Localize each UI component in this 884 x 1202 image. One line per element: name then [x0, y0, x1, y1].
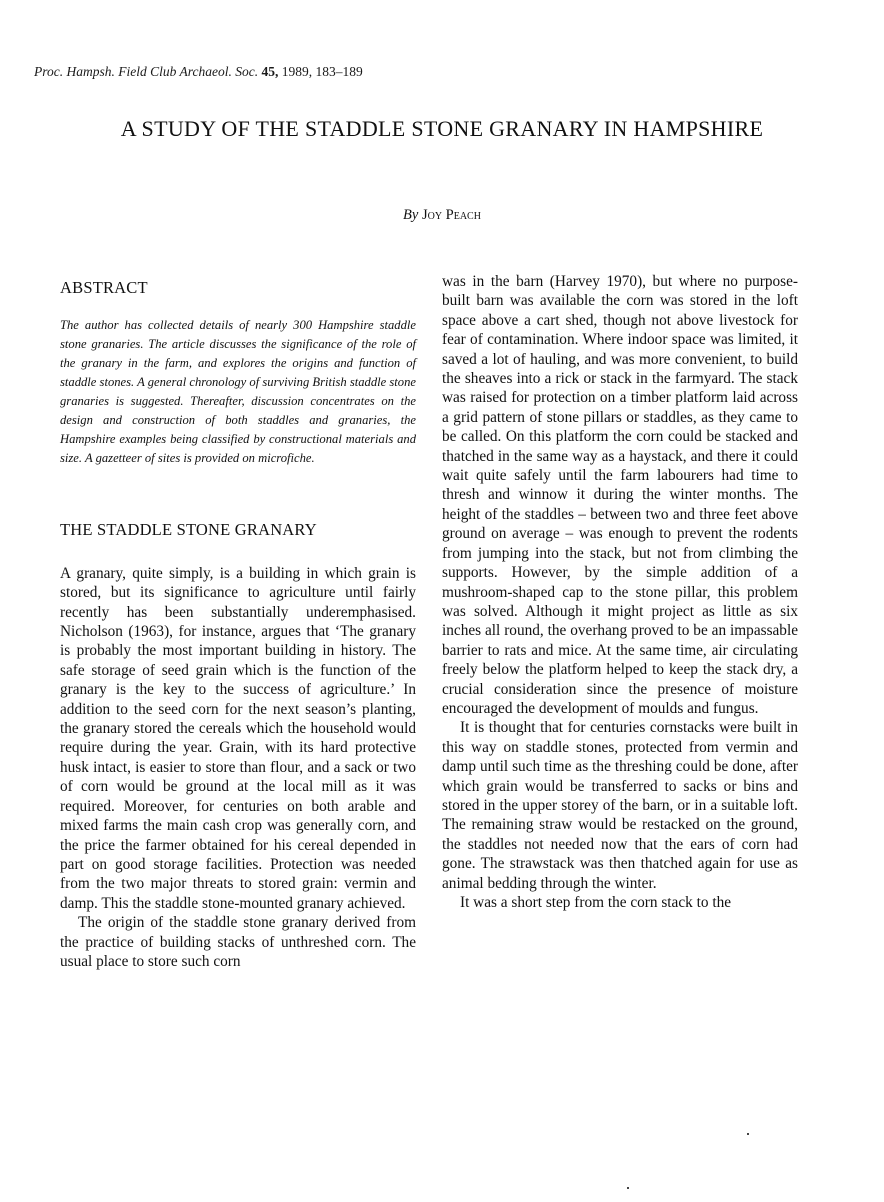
left-column [60, 272, 416, 971]
scan-speck [747, 1133, 749, 1135]
paragraph-2-continued: was in the barn (Harvey 1970), but where no purpose-built barn was available the corn was stored in the loft space above a cart shed, though not above livestock for fear of contamination. Where indoor space was limited, it saved a lot of hauling, and was more convenient, to build the sheaves into a rick or stack in the farmyard. The stack was raised for protection on a timber platform laid across a grid pattern of stone pillars or staddles, as they came to be called. On this platform the corn could be stacked and thatched in the same way as a haystack, and there it could wait quite safely until the farm labourers had time to thresh and winnow it during the winter months. The height of the staddles – between two and three feet above ground on average – was enough to prevent the rodents from jumping into the stack, but not from climbing the supports. However, by the simple addition of a mushroom-shaped cap to the stone pillar, this problem was solved. Although it might project as little as six inches all round, the overhang proved to be an impassable barrier to rats and mice. At the same time, air circulating freely below the platform helped to keep the stack dry, a crucial consideration since the presence of moisture encouraged the development of moulds and fungus. [442, 273, 798, 717]
article-title: A STUDY OF THE STADDLE STONE GRANARY IN HAMPSHIRE [120, 116, 764, 141]
journal-name: Proc. Hampsh. Field Club Archaeol. Soc. [34, 64, 259, 79]
journal-volume: 45, [261, 64, 279, 79]
byline-prefix: By [403, 207, 419, 223]
byline [0, 207, 884, 224]
section-heading: THE STADDLE STONE GRANARY [60, 520, 317, 540]
scan-speck [627, 1187, 629, 1189]
paragraph-1: A granary, quite simply, is a building in which grain is stored, but its significance to agriculture until fairly recently has been substantially underemphasised. Nicholson (1963), for instance, argues that ‘The granary is probably the most important building in history. The safe storage of seed grain which is the function of the granary is the key to the success of agriculture.’ In addition to the seed corn for the next season’s planting, the granary stored the cereals which the household would require during the year. Grain, with its hard protective husk intact, is easier to store than flour, and a sack or two of corn would be ground at the local mill as it was required. Moreover, for centuries on both arable and mixed farms the main cash crop was generally corn, and the price the farmer obtained for his cereal depended in part on good storage facilities. Protection was needed from the two major threats to stored grain: vermin and damp. This the staddle stone-mounted granary achieved. [60, 564, 416, 912]
paragraph-4: It was a short step from the corn stack to the [460, 894, 732, 911]
right-column [442, 272, 798, 912]
abstract-heading: ABSTRACT [60, 278, 148, 297]
paragraph-2: The origin of the staddle stone granary derived from the practice of building stacks of unthreshed corn. The usual place to store such corn [60, 914, 416, 970]
author-name: Joy Peach [421, 207, 481, 223]
paragraph-3: It is thought that for centuries cornstacks were built in this way on staddle stones, protected from vermin and damp until such time as the threshing could be done, after which grain would be transferred to sacks or bins and stored in the upper storey of the barn, or in a suitable loft. The remaining straw would be restacked on the ground, the staddles not needed now that the ears of corn had gone. The strawstack was then thatched again for use as animal bedding through the winter. [442, 719, 798, 892]
journal-reference [34, 64, 363, 80]
abstract-text: The author has collected details of nearly 300 Hampshire staddle stone granaries. The article discusses the significance of the role of the granary in the farm, and explores the origins and function of staddle stones. A general chronology of surviving British staddle stone granaries is suggested. Thereafter, discussion concentrates on the design and construction of both staddles and granaries, the Hampshire examples being classified by constructional materials and size. A gazetteer of sites is provided on microfiche. [60, 318, 416, 466]
journal-year-pages: 1989, 183–189 [281, 64, 363, 79]
